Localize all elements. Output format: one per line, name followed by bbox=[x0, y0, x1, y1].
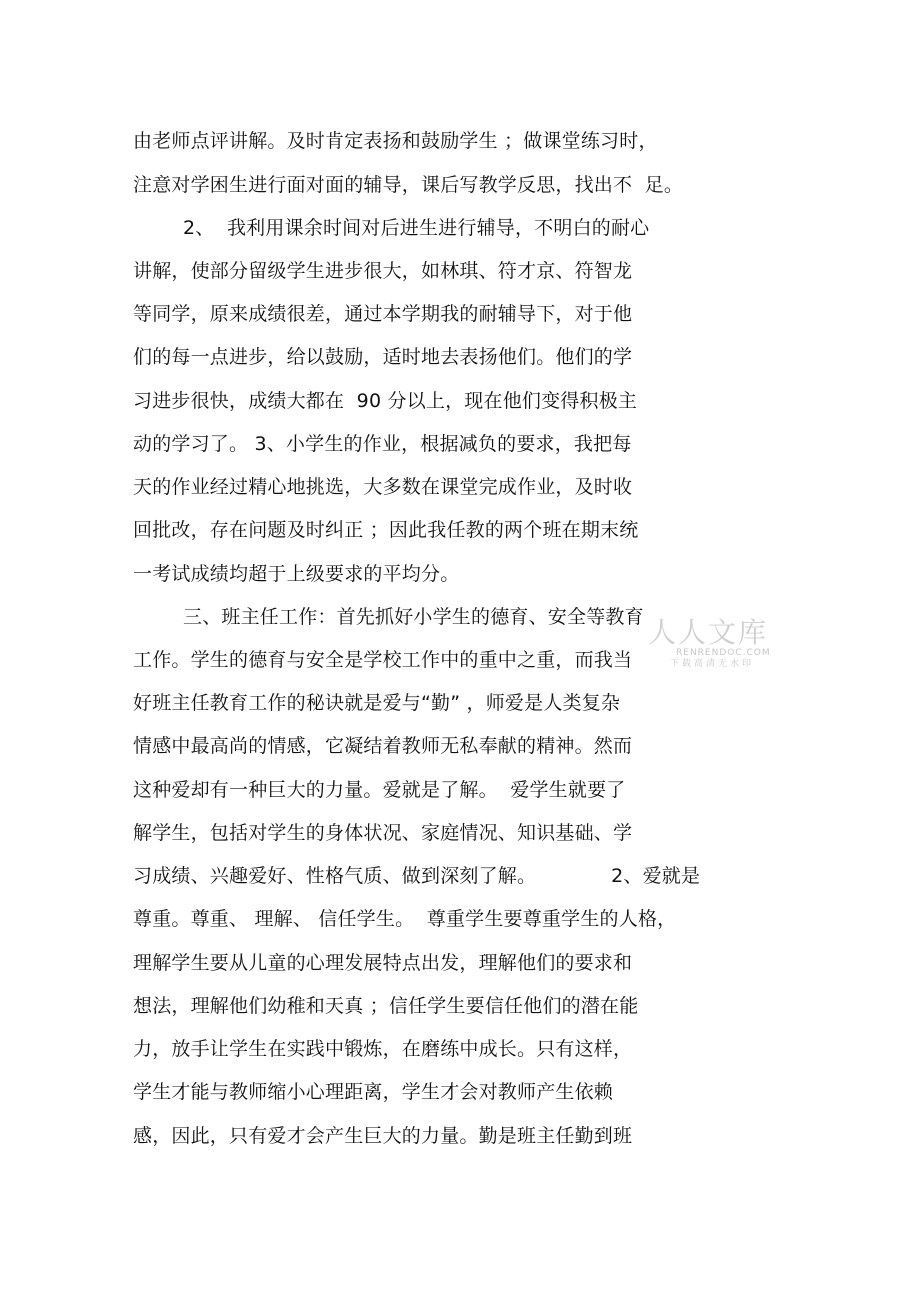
text-line-11: 一考试成绩均超于上级要求的平均分。 bbox=[133, 563, 460, 585]
text-line-17: 解学生，包括对学生的身体状况、家庭情况、知识基础、学 bbox=[133, 822, 633, 844]
text-line-16: 这种爱却有一种巨大的力量。爱就是了解。 爱学生就要了 bbox=[133, 779, 626, 801]
text-line-23: 学生才能与教师缩小心理距离，学生才会对教师产生依赖 bbox=[133, 1081, 614, 1103]
text-line-7: 习进步很快，成绩大都在 90 分以上，现在他们变得积极主 bbox=[133, 390, 638, 412]
text-line-24: 感，因此，只有爱才会产生巨大的力量。勤是班主任勤到班 bbox=[133, 1125, 633, 1147]
text-line-5: 等同学，原来成绩很差，通过本学期我的耐辅导下，对于他 bbox=[133, 303, 633, 325]
text-line-14: 好班主任教育工作的秘诀就是爱与“勤” ，师爱是人类复杂 bbox=[133, 692, 621, 714]
text-line-15: 情感中最高尚的情感，它凝结着教师无私奉献的精神。然而 bbox=[133, 735, 633, 757]
text-line-9: 天的作业经过精心地挑选，大多数在课堂完成作业，及时收 bbox=[133, 476, 633, 498]
text-line-19: 尊重。尊重、 理解、 信任学生。 尊重学生要尊重学生的人格， bbox=[133, 908, 677, 930]
text-line-3: 2、 我利用课余时间对后进生进行辅导，不明白的耐心 bbox=[183, 217, 650, 239]
watermark-logo-text: 人人文库 bbox=[648, 616, 769, 649]
text-line-12: 三、班主任工作：首先抓好小学生的德育、安全等教育 bbox=[183, 606, 644, 628]
text-line-22: 力，放手让学生在实践中锻炼，在磨练中成长。只有这样， bbox=[133, 1038, 633, 1060]
watermark-site: RENRENDOC.COM bbox=[676, 648, 771, 658]
text-line-1: 由老师点评讲解。及时肯定表扬和鼓励学生 ；做课堂练习时， bbox=[133, 130, 658, 152]
text-line-4: 讲解，使部分留级学生进步很大，如林琪、符才京、符智龙 bbox=[133, 260, 633, 282]
text-line-18: 习成绩、兴趣爱好、性格气质、做到深刻了解。 2、爱就是 bbox=[133, 865, 701, 887]
text-line-13: 工作。学生的德育与安全是学校工作中的重中之重，而我当 bbox=[133, 649, 633, 671]
text-line-20: 理解学生要从儿童的心理发展特点出发，理解他们的要求和 bbox=[133, 952, 633, 974]
watermark bbox=[648, 618, 776, 670]
text-line-21: 想法，理解他们幼稚和天真 ；信任学生要信任他们的潜在能 bbox=[133, 995, 639, 1017]
text-line-2: 注意对学困生进行面对面的辅导，课后写教学反思，找出不 足。 bbox=[133, 174, 684, 196]
text-line-8: 动的学习了。 3、小学生的作业，根据减负的要求，我把每 bbox=[133, 433, 632, 455]
watermark-tagline: 下载高清无水印 bbox=[670, 659, 755, 669]
text-line-6: 们的每一点进步，给以鼓励，适时地去表扬他们。他们的学 bbox=[133, 346, 633, 368]
text-line-10: 回批改，存在问题及时纠正 ；因此我任教的两个班在期末统 bbox=[133, 519, 639, 541]
